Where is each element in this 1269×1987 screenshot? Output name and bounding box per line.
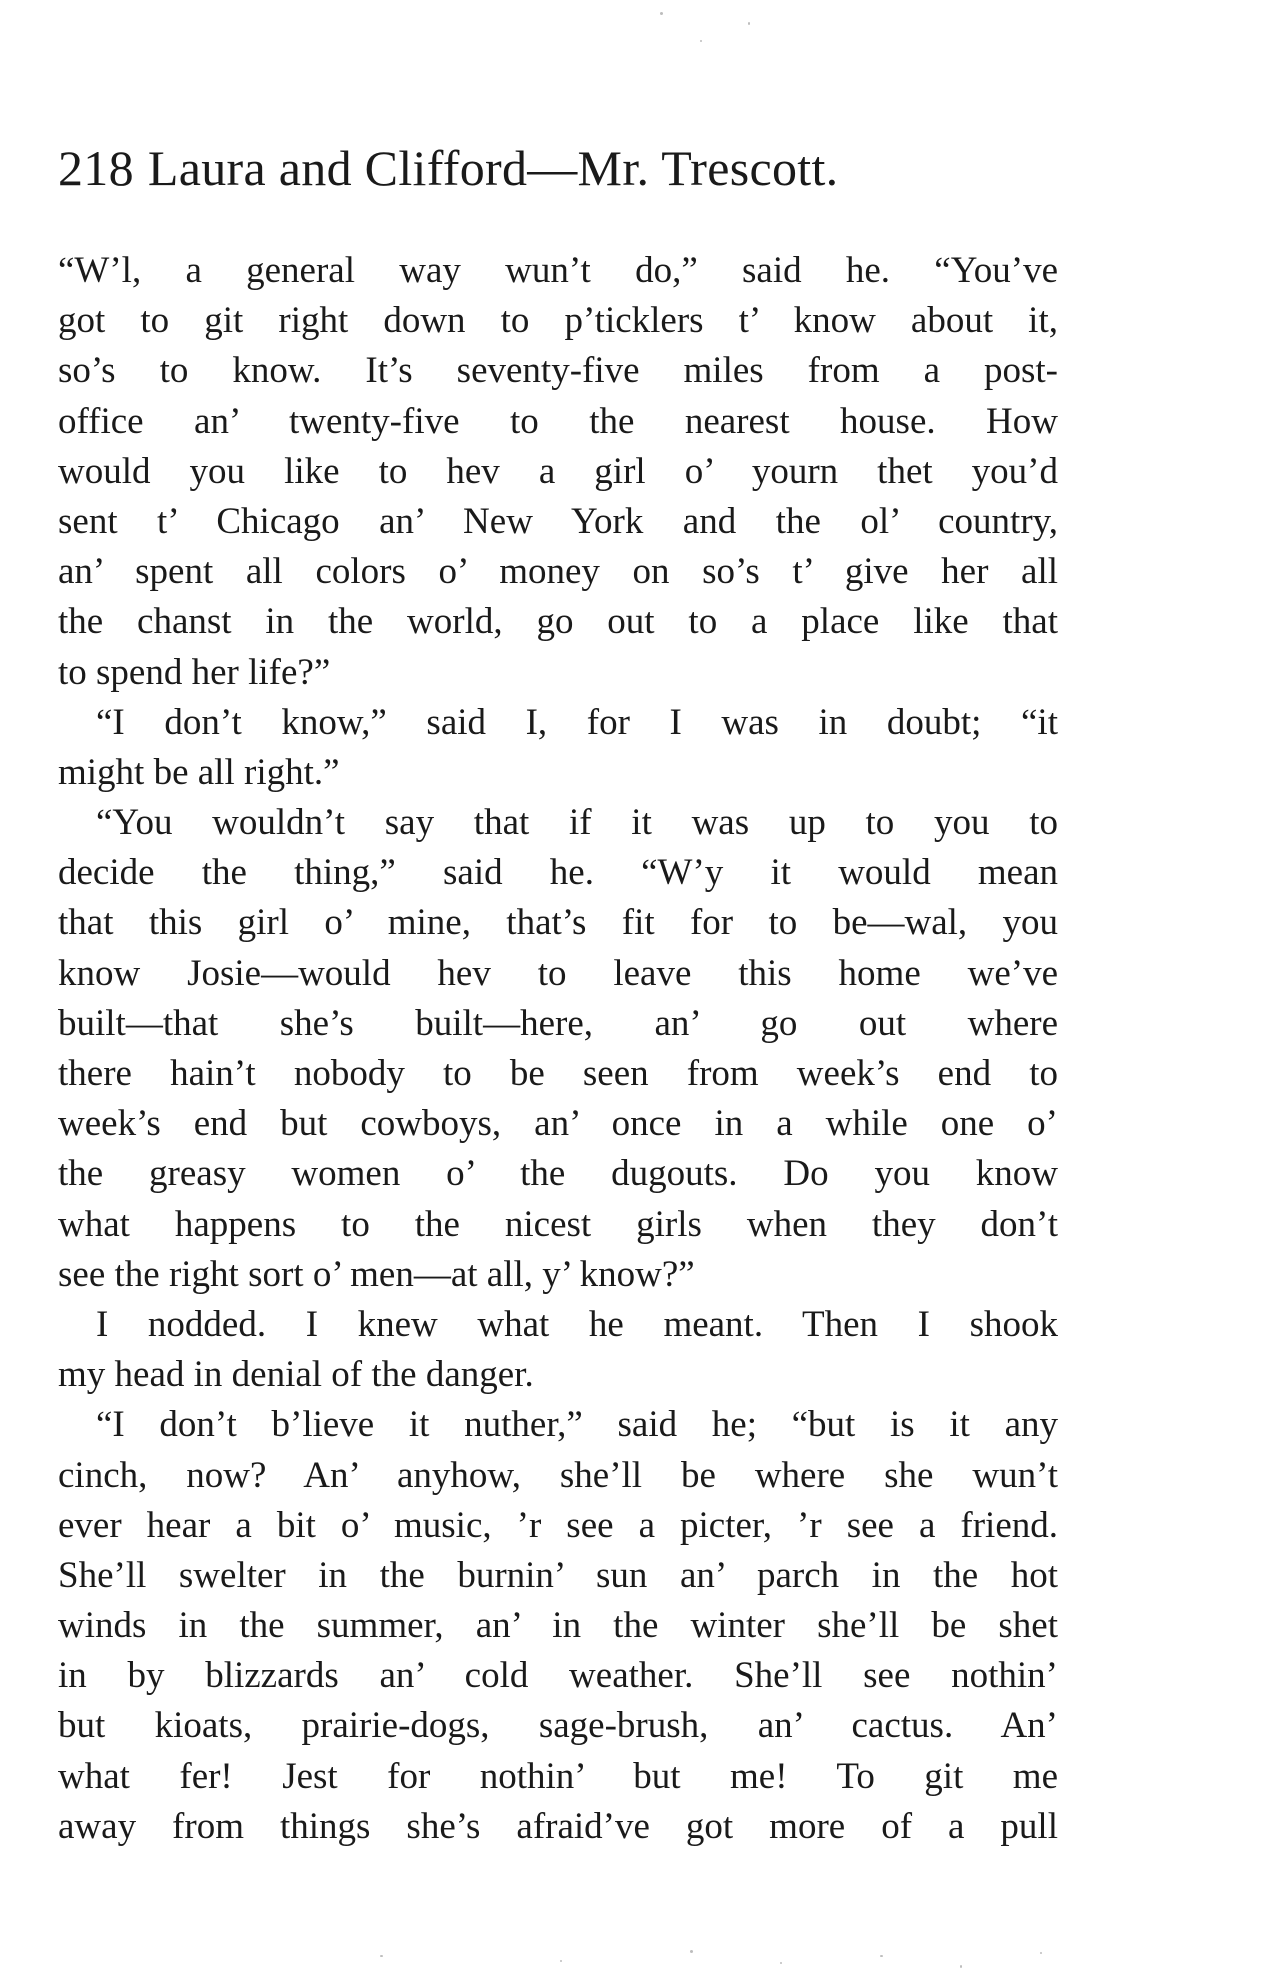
text-line: my head in denial of the danger.	[58, 1354, 534, 1396]
text-line: built—that she’s built—here, an’ go out where	[58, 1002, 1058, 1044]
scan-speck	[960, 1965, 962, 1968]
text-line: so’s to know. It’s seventy-five miles from a post-	[58, 350, 1058, 392]
text-line: I nodded. I knew what he meant. Then I shook	[96, 1303, 1058, 1345]
text-line: decide the thing,” said he. “W’y it would mean	[58, 852, 1058, 894]
text-line: away from things she’s afraid’ve got more of a pull	[58, 1805, 1058, 1847]
scan-speck	[690, 1950, 693, 1953]
text-line: “I don’t b’lieve it nuther,” said he; “but is it any	[96, 1404, 1058, 1446]
text-line: “W’l, a general way wun’t do,” said he. “You’ve	[58, 250, 1058, 291]
scan-speck	[780, 1962, 782, 1964]
text-line: see the right sort o’ men—at all, y’ know?”	[58, 1253, 695, 1295]
scan-speck	[880, 1955, 883, 1957]
text-line: the greasy women o’ the dugouts. Do you know	[58, 1153, 1058, 1195]
running-header	[58, 140, 1058, 196]
scan-speck	[1040, 1952, 1042, 1954]
text-line: an’ spent all colors o’ money on so’s t’ give her all	[58, 551, 1058, 593]
running-title: Laura and Clifford—Mr. Trescott.	[147, 140, 839, 196]
text-line: office an’ twenty-five to the nearest house. How	[58, 400, 1058, 442]
text-line: know Josie—would hev to leave this home we’ve	[58, 952, 1058, 994]
text-line: would you like to hev a girl o’ yourn thet you’d	[58, 450, 1058, 492]
text-line: winds in the summer, an’ in the winter she’ll be shet	[58, 1605, 1058, 1647]
text-line: She’ll swelter in the burnin’ sun an’ parch in the hot	[58, 1554, 1058, 1596]
text-line: “You wouldn’t say that if it was up to you to	[96, 802, 1058, 844]
scan-speck	[560, 1960, 562, 1962]
text-line: what happens to the nicest girls when they don’t	[58, 1203, 1058, 1245]
scan-speck	[700, 40, 702, 42]
scan-speck	[660, 12, 663, 15]
text-line: the chanst in the world, go out to a place like that	[58, 601, 1058, 643]
text-line: in by blizzards an’ cold weather. She’ll see nothin’	[58, 1655, 1058, 1697]
text-line: “I don’t know,” said I, for I was in doubt; “it	[96, 701, 1058, 743]
scan-speck	[748, 22, 750, 25]
text-line: what fer! Jest for nothin’ but me! To git me	[58, 1755, 1058, 1797]
text-line: to spend her life?”	[58, 651, 331, 693]
page-number: 218	[58, 140, 134, 196]
text-line: ever hear a bit o’ music, ’r see a picter, ’r see a friend.	[58, 1504, 1058, 1546]
body-text	[58, 246, 1058, 1852]
text-line: got to git right down to p’ticklers t’ know about it,	[58, 300, 1058, 342]
text-line: might be all right.”	[58, 751, 340, 793]
text-line: cinch, now? An’ anyhow, she’ll be where she wun’t	[58, 1454, 1058, 1496]
text-line: but kioats, prairie-dogs, sage-brush, an’ cactus. An’	[58, 1705, 1058, 1747]
scan-speck	[380, 1955, 383, 1957]
text-line: week’s end but cowboys, an’ once in a while one o’	[58, 1103, 1058, 1145]
text-line: that this girl o’ mine, that’s fit for to be—wal, you	[58, 902, 1058, 944]
text-line: there hain’t nobody to be seen from week’s end to	[58, 1053, 1058, 1094]
text-line: sent t’ Chicago an’ New York and the ol’ country,	[58, 500, 1058, 542]
